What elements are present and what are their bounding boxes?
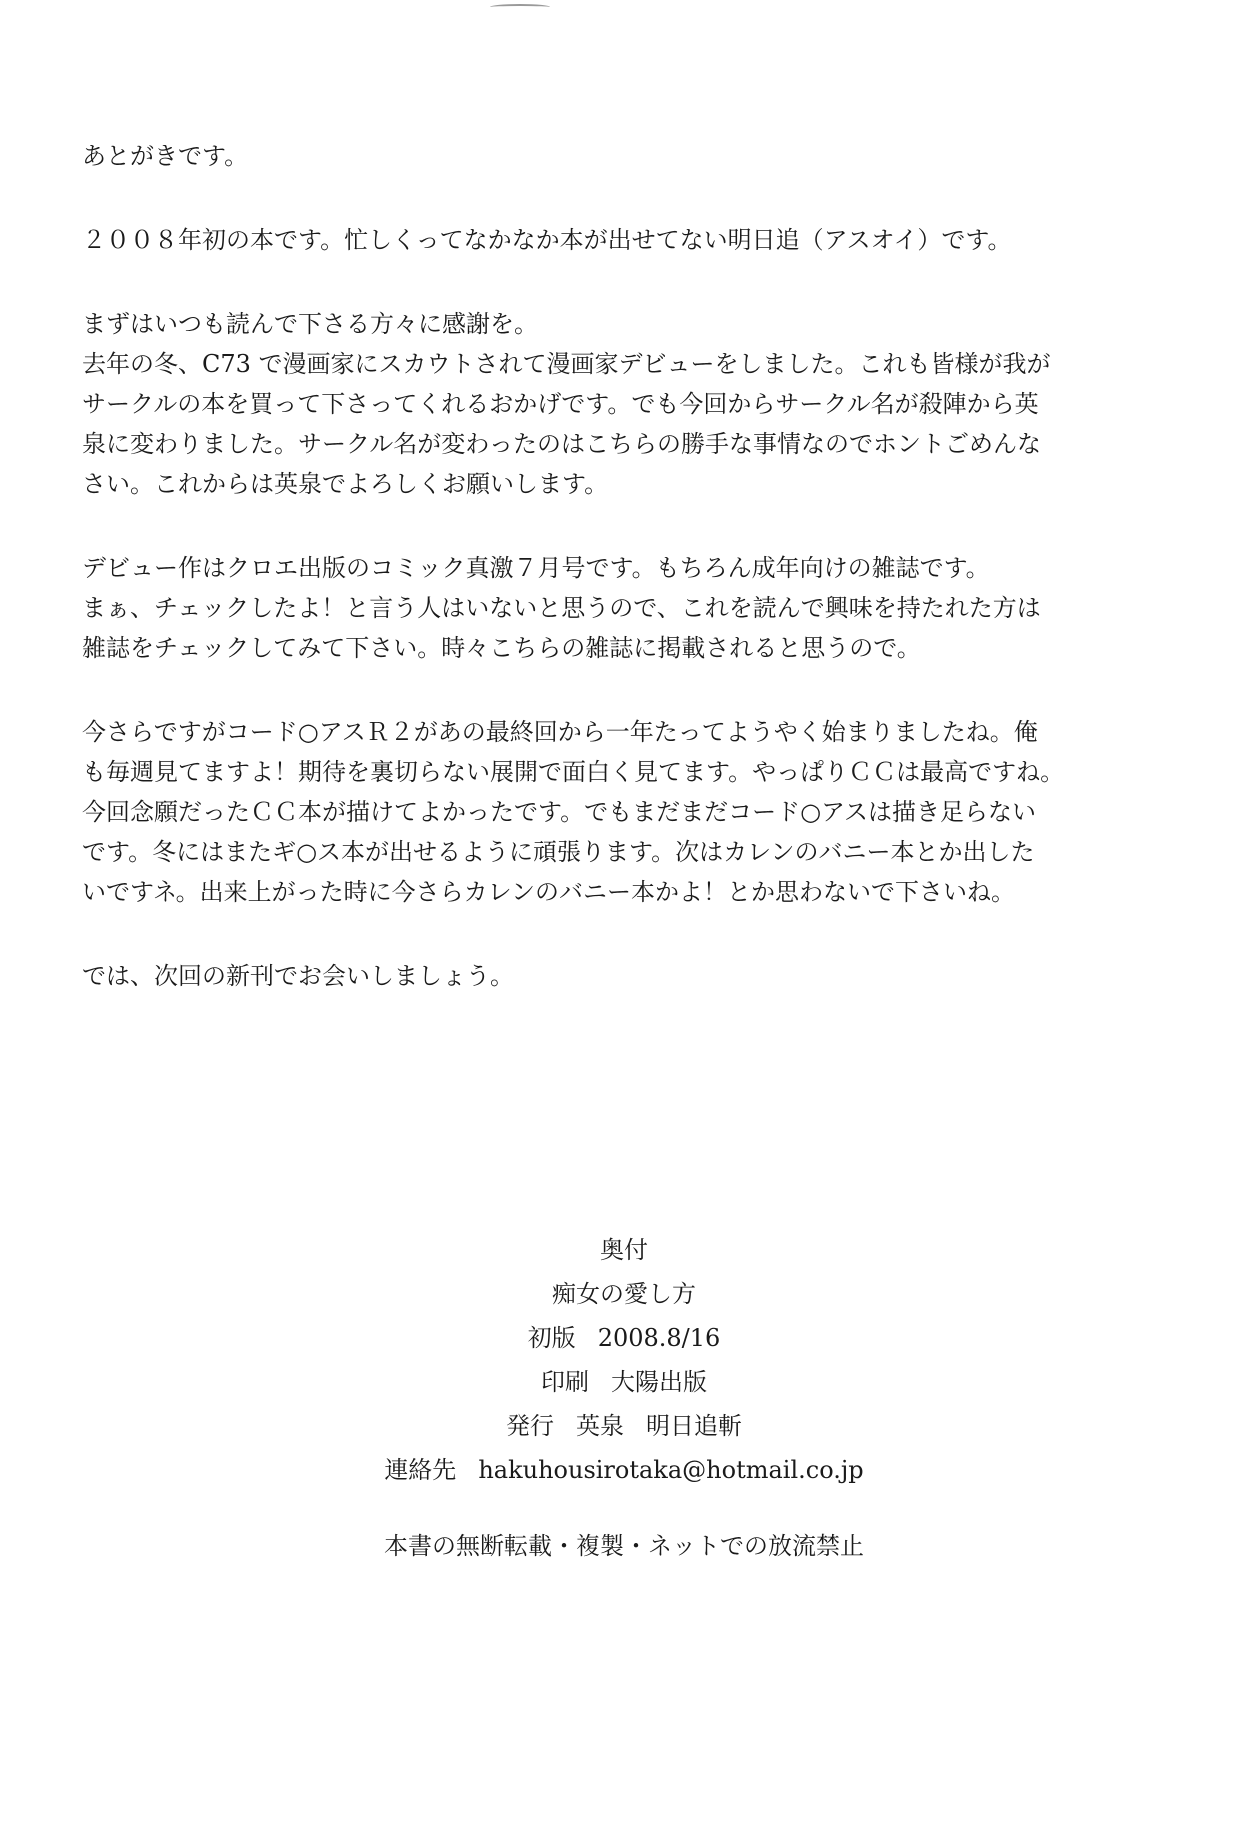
edition-line bbox=[0, 1316, 1248, 1360]
afterword-paragraph-thanks bbox=[82, 304, 1162, 504]
text-line: いですネ。出来上がった時に今さらカレンのバニー本かよ！とか思わないで下さいね。 bbox=[82, 878, 1015, 906]
printing-line bbox=[0, 1360, 1248, 1404]
copyright-notice: 本書の無断転載・複製・ネットでの放流禁止 bbox=[384, 1532, 864, 1560]
text-line: デビュー作はクロエ出版のコミック真激７月号です。もちろん成年向けの雑誌です。 bbox=[82, 554, 990, 582]
text-line: サークルの本を買って下さってくれるおかげです。でも今回からサークル名が殺陣から英 bbox=[82, 390, 1039, 418]
colophon-heading: 奥付 bbox=[600, 1236, 648, 1264]
text-line: 今回念願だったＣＣ本が描けてよかったです。でもまだまだコード○アスは描き足らない bbox=[82, 798, 1037, 826]
afterword bbox=[82, 136, 1162, 996]
text-line: 去年の冬、C73 で漫画家にスカウトされて漫画家デビューをしました。これも皆様が我が bbox=[82, 350, 1051, 378]
text-line: です。冬にはまたギ○ス本が出せるように頑張ります。次はカレンのバニー本とか出した bbox=[82, 838, 1035, 866]
afterword-intro: ２００８年初の本です。忙しくってなかなか本が出せてない明日追（アスオイ）です。 bbox=[82, 226, 1012, 254]
text-line: まぁ、チェックしたよ！と言う人はいないと思うので、これを読んで興味を持たれた方は bbox=[82, 594, 1041, 622]
scan-artifact bbox=[490, 4, 550, 10]
publisher-line bbox=[0, 1404, 1248, 1448]
contact-email: hakuhousirotaka@hotmail.co.jp bbox=[478, 1456, 864, 1484]
printer-name: 大陽出版 bbox=[611, 1368, 707, 1396]
publisher-circle: 英泉 bbox=[576, 1412, 624, 1440]
afterword-paragraph-geass bbox=[82, 712, 1162, 912]
text-line: 泉に変わりました。サークル名が変わったのはこちらの勝手な事情なのでホントごめんな bbox=[82, 430, 1042, 458]
text-line: も毎週見てますよ！期待を裏切らない展開で面白く見てます。やっぱりＣＣは最高ですね。 bbox=[82, 758, 1065, 786]
edition-label: 初版 bbox=[527, 1324, 576, 1352]
colophon bbox=[0, 1228, 1248, 1568]
book-title: 痴女の愛し方 bbox=[552, 1280, 696, 1308]
afterword-heading: あとがきです。 bbox=[82, 142, 249, 170]
text-line: まずはいつも読んで下さる方々に感謝を。 bbox=[82, 310, 538, 338]
contact-label: 連絡先 bbox=[384, 1456, 457, 1484]
afterword-paragraph-debut bbox=[82, 548, 1162, 668]
text-line: 今さらですがコード○アスＲ２があの最終回から一年たってようやく始まりましたね。俺 bbox=[82, 718, 1038, 746]
printing-label: 印刷 bbox=[541, 1368, 589, 1396]
edition-date: 2008.8/16 bbox=[597, 1324, 721, 1352]
publisher-label: 発行 bbox=[506, 1412, 554, 1440]
text-line: 雑誌をチェックしてみて下さい。時々こちらの雑誌に掲載されると思うので。 bbox=[82, 634, 921, 662]
text-line: さい。これからは英泉でよろしくお願いします。 bbox=[82, 470, 609, 498]
afterword-closing: では、次回の新刊でお会いしましょう。 bbox=[82, 962, 514, 990]
publisher-author: 明日追斬 bbox=[646, 1412, 742, 1440]
contact-line bbox=[0, 1448, 1248, 1492]
